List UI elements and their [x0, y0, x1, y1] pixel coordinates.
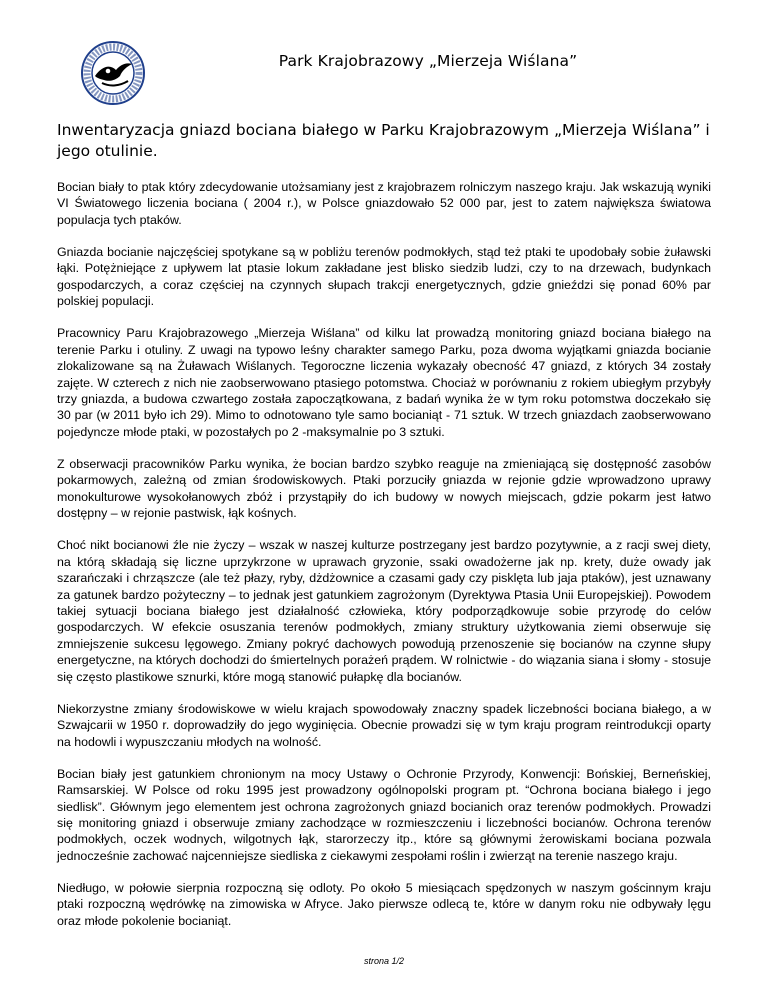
park-logo	[80, 40, 146, 106]
paragraph: Bocian biały jest gatunkiem chronionym na mocy Ustawy o Ochronie Przyrody, Konwencji: Bońskiej, Berneńskiej, Ramsarskiej. W Polsce od roku 1995 jest prowadzony ogólnopolski program pt. “Ochrona bociana białego i jego siedlisk”. Głównym jego elementem jest ochrona zagrożonych gniazd bocianich oraz terenów podmokłych. Prowadzi się monitoring gniazd i obserwuje zmiany zachodzące w rozmieszczeniu i liczebności bocianów. Ochrona terenów podmokłych, oczek wodnych, wilgotnych łąk, starorzeczy itp., które są głównymi żerowiskami bociana pozwala jednocześnie zachować najcenniejsze siedliska z ciekawymi zespołami roślin i zwierząt na terenie naszego kraju.	[57, 766, 711, 863]
document-body	[57, 179, 711, 945]
paragraph: Niekorzystne zmiany środowiskowe w wielu krajach spowodowały znaczny spadek liczebności bociana białego, a w Szwajcarii w 1950 r. doprowadziły do jego wyginięcia. Obecnie prowadzi się w tym kraju program reintrodukcji oparty na hodowli i wypuszczaniu młodych na wolność.	[57, 701, 711, 749]
paragraph: Z obserwacji pracowników Parku wynika, że bocian bardzo szybko reaguje na zmieniającą się dostępność zasobów pokarmowych, zależną od zmian środowiskowych. Ptaki porzuciły gniazda w rejonie gdzie wprowadzono uprawy monokulturowe wysokołanowych zbóż i przystąpiły do ich budowy w nowych miejscach, gdzie pokarm jest łatwo dostępny – w rejonie pastwisk, łąk kośnych.	[57, 456, 711, 521]
page-number: strona 1/2	[363, 956, 405, 966]
paragraph: Niedługo, w połowie sierpnia rozpoczną się odloty. Po około 5 miesiącach spędzonych w naszym gościnnym kraju ptaki rozpoczną wędrówkę na zimowiska w Afryce. Jako pierwsze odlecą te, które w danym roku nie odbywały lęgu oraz młode pokolenie bocianiąt.	[57, 880, 711, 928]
document-title: Inwentaryzacja gniazd bociana białego w Parku Krajobrazowym „Mierzeja Wiślana” i jego otulinie.	[57, 121, 710, 160]
park-logo-icon	[80, 40, 146, 106]
paragraph: Pracownicy Paru Krajobrazowego „Mierzeja Wiślana” od kilku lat prowadzą monitoring gniazd bociana białego na terenie Parku i otuliny. Z uwagi na typowo leśny charakter samego Parku, poza dwoma wyjątkami gniazda bocianie zlokalizowane są na Żuławach Wiślanych. Tegoroczne liczenia wykazały obecność 47 gniazd, z których 34 zostały zajęte. W czterech z nich nie zaobserwowano ptasiego potomstwa. Chociaż w porównaniu z rokiem ubiegłym przybyły trzy gniazda, a budowa czwartego została zapoczątkowana, z badań wynika że w tym roku potomstwa doczekało się 30 par (w 2011 było ich 29). Mimo to odnotowano tyle samo bocianiąt - 71 sztuk. W trzech gniazdach zaobserwowano pojedyncze młode ptaki, w pozostałych po 2 -maksymalnie po 3 sztuki.	[57, 326, 711, 439]
paragraph: Bocian biały to ptak który zdecydowanie utożsamiany jest z krajobrazem rolniczym naszego kraju. Jak wskazują wyniki VI Światowego liczenia bociana ( 2004 r.), w Polsce gniazdowało 52 000 par, jest to zatem największa światowa populacja tych ptaków.	[57, 180, 711, 227]
paragraph: Gniazda bocianie najczęściej spotykane są w pobliżu terenów podmokłych, stąd też ptaki te upodobały sobie żuławski łąki. Potężniejące z upływem lat ptasie lokum zakładane jest blisko siedzib ludzi, czy to na drzewach, budynkach gospodarczych, a coraz częściej na czynnych słupach trakcji energetycznych, gdzie gnieździ się ponad 60% par polskiej populacji.	[57, 244, 711, 309]
paragraph: Choć nikt bocianowi źle nie życzy – wszak w naszej kulturze postrzegany jest bardzo pozytywnie, a z racji swej diety, na którą składają się liczne uprzykrzone w uprawach gryzonie, ssaki owadożerne jak np. krety, duże owady jak szarańczaki i chrząszcze (ale też płazy, ryby, dżdżownice a czasami gady czy pisklęta lub jaja ptaków), jest uznawany za gatunek bardzo pożyteczny – to jednak jest gatunkiem zagrożonym (Dyrektywa Ptasia Unii Europejskiej). Powodem takiej sytuacji bociana białego jest działalność człowieka, który podporządkowuje sobie przyrodę do celów gospodarczych. W efekcie osuszania terenów podmokłych, zmiany struktury użytkowania ziemi obserwuje się zmniejszenie sukcesu lęgowego. Zmiany pokryć dachowych powodują przenoszenie się bocianów na czynne słupy energetyczne, na których dochodzi do śmiertelnych porażeń prądem. W rolnictwie - do wiązania siana i słomy - stosuje się często plastikowe sznurki, które mogą stanowić pułapkę dla bocianów.	[57, 538, 711, 684]
park-name-header: Park Krajobrazowy „Mierzeja Wiślana”	[278, 52, 578, 70]
